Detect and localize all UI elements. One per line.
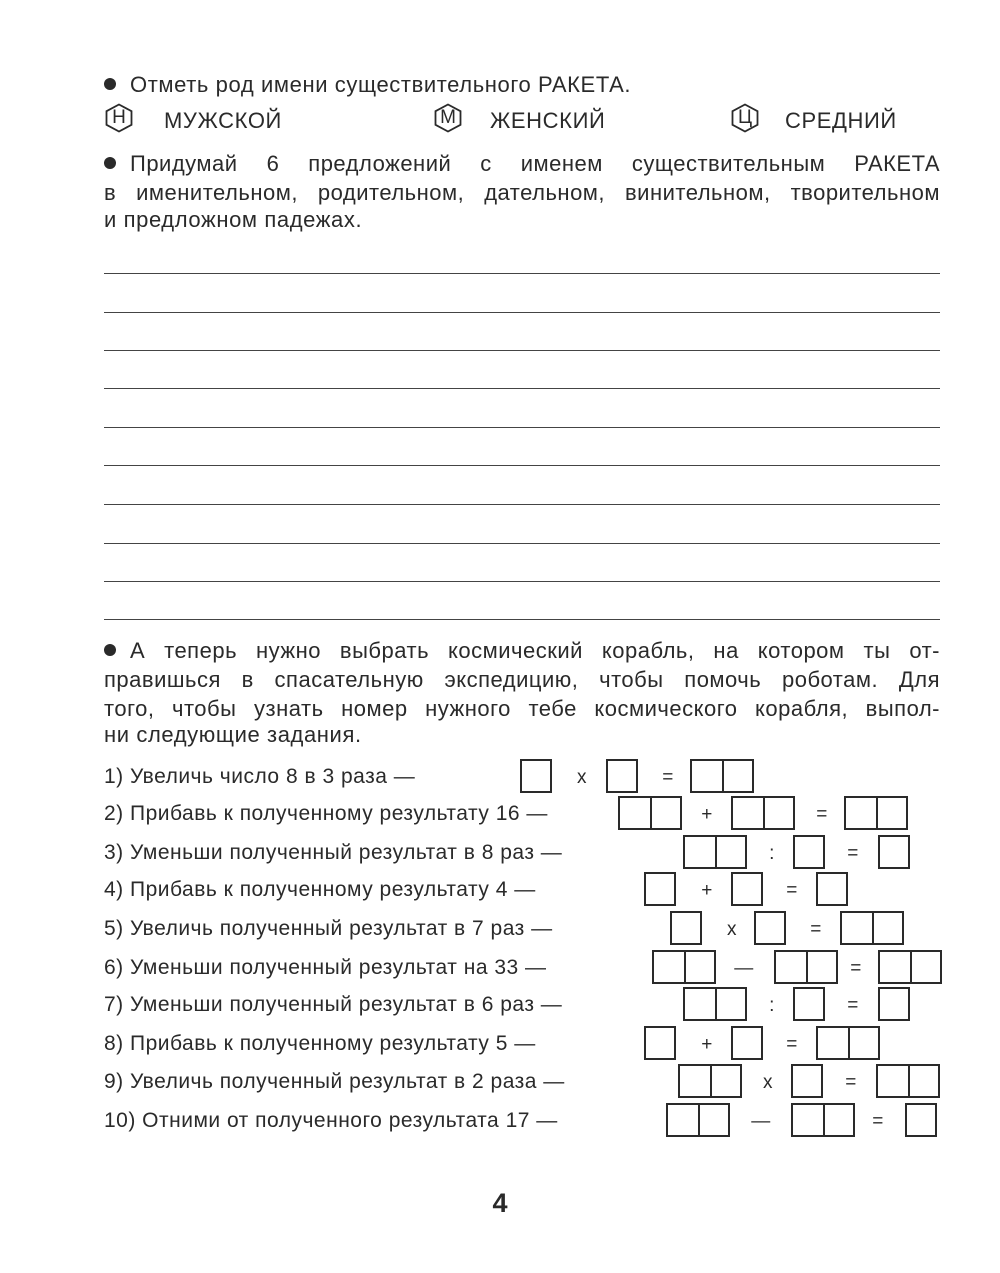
answer-box-double[interactable] xyxy=(666,1103,730,1137)
step-text: 10) Отними от полученного результата 17 — xyxy=(104,1109,558,1132)
writing-line[interactable] xyxy=(104,388,940,389)
operator-symbol: — xyxy=(751,1111,771,1132)
answer-box-single[interactable] xyxy=(731,1026,763,1060)
option-letter: Ц xyxy=(737,107,753,128)
task3-line-4: ни следующие задания. xyxy=(104,722,362,747)
option-letter: М xyxy=(440,107,456,128)
task2-line-2: в именительном, родительном, дательном, винительном, творительном xyxy=(104,180,940,205)
task2-line-3: и предложном падежах. xyxy=(104,207,363,232)
task3-line-3: того, чтобы узнать номер нужного тебе космического корабля, выпол- xyxy=(104,696,940,721)
operator-symbol: = xyxy=(786,880,798,901)
answer-box-double[interactable] xyxy=(618,796,682,830)
operator-symbol: x xyxy=(727,919,737,940)
option-label: ЖЕНСКИЙ xyxy=(490,108,606,133)
operator-symbol: = xyxy=(816,804,828,825)
answer-box-double[interactable] xyxy=(816,1026,880,1060)
operator-symbol: = xyxy=(847,995,859,1016)
task1-prompt-text: Отметь род имени существительного РАКЕТА. xyxy=(130,72,632,97)
answer-box-single[interactable] xyxy=(905,1103,937,1137)
answer-box-double[interactable] xyxy=(840,911,904,945)
task3-line-1: А теперь нужно выбрать космический корабль, на котором ты от- xyxy=(104,636,940,665)
bullet-icon xyxy=(104,157,116,169)
operator-symbol: = xyxy=(662,767,674,788)
operator-symbol: = xyxy=(872,1111,884,1132)
answer-box-double[interactable] xyxy=(678,1064,742,1098)
operator-symbol: = xyxy=(847,843,859,864)
answer-box-single[interactable] xyxy=(816,872,848,906)
writing-line[interactable] xyxy=(104,312,940,313)
operator-symbol: = xyxy=(850,958,862,979)
step-text: 9) Увеличь полученный результат в 2 раза — xyxy=(104,1070,565,1093)
answer-box-double[interactable] xyxy=(774,950,838,984)
answer-box-single[interactable] xyxy=(670,911,702,945)
operator-symbol: — xyxy=(734,958,754,979)
answer-box-single[interactable] xyxy=(791,1064,823,1098)
answer-box-single[interactable] xyxy=(731,872,763,906)
operator-symbol: + xyxy=(701,1034,713,1055)
answer-box-single[interactable] xyxy=(644,1026,676,1060)
answer-box-double[interactable] xyxy=(791,1103,855,1137)
step-text: 3) Уменьши полученный результат в 8 раз — xyxy=(104,841,563,864)
operator-symbol: = xyxy=(845,1072,857,1093)
answer-box-double[interactable] xyxy=(731,796,795,830)
writing-line[interactable] xyxy=(104,427,940,428)
writing-line[interactable] xyxy=(104,619,940,620)
answer-box-single[interactable] xyxy=(644,872,676,906)
answer-box-double[interactable] xyxy=(652,950,716,984)
operator-symbol: : xyxy=(769,843,775,864)
hexagon-checkbox-icon[interactable] xyxy=(434,103,462,133)
answer-box-double[interactable] xyxy=(876,1064,940,1098)
option-label: СРЕДНИЙ xyxy=(785,108,897,133)
option-label: МУЖСКОЙ xyxy=(164,108,282,133)
task3-line-2: правишься в спасательную экспедицию, чтобы помочь роботам. Для xyxy=(104,667,940,692)
answer-box-single[interactable] xyxy=(878,835,910,869)
answer-box-double[interactable] xyxy=(683,987,747,1021)
writing-line[interactable] xyxy=(104,504,940,505)
page-number: 4 xyxy=(492,1188,508,1218)
option-letter: Н xyxy=(112,107,126,128)
step-text: 5) Увеличь полученный результат в 7 раз — xyxy=(104,917,553,940)
writing-line[interactable] xyxy=(104,273,940,274)
answer-box-single[interactable] xyxy=(754,911,786,945)
step-text: 7) Уменьши полученный результат в 6 раз — xyxy=(104,993,563,1016)
writing-line[interactable] xyxy=(104,581,940,582)
answer-box-single[interactable] xyxy=(793,987,825,1021)
operator-symbol: = xyxy=(786,1034,798,1055)
answer-box-single[interactable] xyxy=(793,835,825,869)
operator-symbol: + xyxy=(701,804,713,825)
answer-box-single[interactable] xyxy=(520,759,552,793)
task1-prompt xyxy=(104,72,631,98)
answer-box-single[interactable] xyxy=(878,987,910,1021)
writing-line[interactable] xyxy=(104,465,940,466)
step-text: 6) Уменьши полученный результат на 33 — xyxy=(104,956,547,979)
operator-symbol: : xyxy=(769,995,775,1016)
bullet-icon xyxy=(104,78,116,90)
answer-box-single[interactable] xyxy=(606,759,638,793)
answer-box-double[interactable] xyxy=(690,759,754,793)
step-text: 4) Прибавь к полученному результату 4 — xyxy=(104,878,536,901)
answer-box-double[interactable] xyxy=(683,835,747,869)
hexagon-checkbox-icon[interactable] xyxy=(105,103,133,133)
operator-symbol: x xyxy=(763,1072,773,1093)
operator-symbol: x xyxy=(577,767,587,788)
hexagon-checkbox-icon[interactable] xyxy=(731,103,759,133)
writing-line[interactable] xyxy=(104,543,940,544)
step-text: 2) Прибавь к полученному результату 16 — xyxy=(104,802,548,825)
answer-box-double[interactable] xyxy=(878,950,942,984)
writing-line[interactable] xyxy=(104,350,940,351)
operator-symbol: = xyxy=(810,919,822,940)
operator-symbol: + xyxy=(701,880,713,901)
step-text: 8) Прибавь к полученному результату 5 — xyxy=(104,1032,536,1055)
step-text: 1) Увеличь число 8 в 3 раза — xyxy=(104,765,416,788)
bullet-icon xyxy=(104,644,116,656)
answer-box-double[interactable] xyxy=(844,796,908,830)
task2-line-1: Придумай 6 предложений с именем существительным РАКЕТА xyxy=(104,149,940,178)
